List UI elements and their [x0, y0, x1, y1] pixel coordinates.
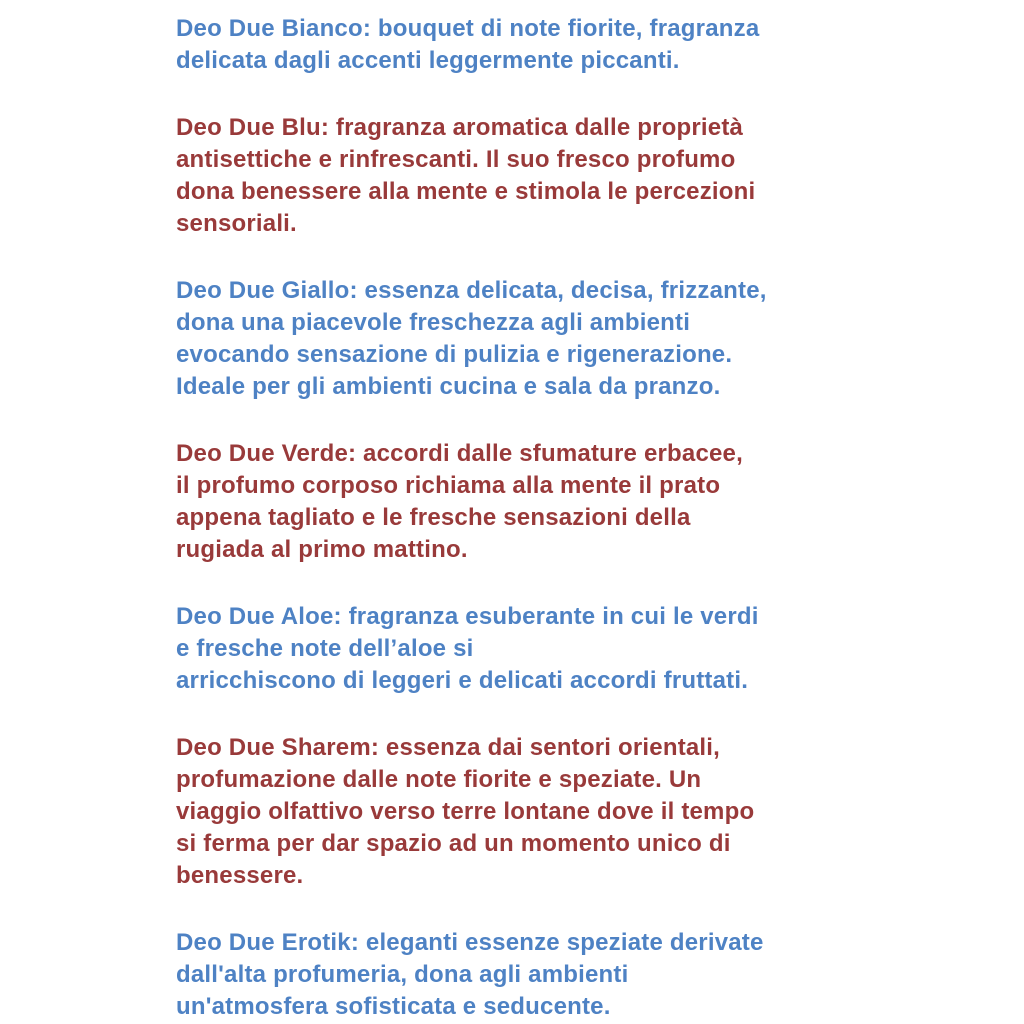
text-line: Deo Due Aloe: fragranza esuberante in cui le verdi	[176, 603, 759, 630]
text-line: un'atmosfera sofisticata e seducente.	[176, 993, 611, 1020]
text-line: delicata dagli accenti leggermente piccanti.	[176, 47, 680, 74]
text-line: appena tagliato e le fresche sensazioni della	[176, 504, 691, 531]
text-line: il profumo corposo richiama alla mente il prato	[176, 472, 721, 499]
paragraph-deo-due-aloe	[176, 601, 1024, 697]
text-line: Deo Due Bianco: bouquet di note fiorite, fragranza	[176, 15, 760, 42]
paragraph-deo-due-blu	[176, 112, 1024, 240]
paragraph-deo-due-erotik	[176, 927, 1024, 1023]
text-line: Deo Due Blu: fragranza aromatica dalle proprietà	[176, 114, 744, 141]
text-line: antisettiche e rinfrescanti. Il suo fresco profumo	[176, 146, 736, 173]
text-line: profumazione dalle note fiorite e speziate. Un	[176, 766, 702, 793]
text-line: Ideale per gli ambienti cucina e sala da pranzo.	[176, 373, 721, 400]
text-line: Deo Due Verde: accordi dalle sfumature erbacee,	[176, 440, 743, 467]
text-line: dona una piacevole freschezza agli ambienti	[176, 309, 691, 336]
text-line: Deo Due Giallo: essenza delicata, decisa, frizzante,	[176, 277, 767, 304]
paragraph-deo-due-bianco	[176, 13, 1024, 77]
text-line: si ferma per dar spazio ad un momento unico di	[176, 830, 731, 857]
text-line: Deo Due Erotik: eleganti essenze speziate derivate	[176, 929, 764, 956]
text-line: dona benessere alla mente e stimola le percezioni	[176, 178, 756, 205]
text-line: evocando sensazione di pulizia e rigenerazione.	[176, 341, 733, 368]
paragraph-deo-due-giallo	[176, 275, 1024, 403]
text-line: benessere.	[176, 862, 304, 889]
paragraph-deo-due-sharem	[176, 732, 1024, 892]
paragraph-deo-due-verde	[176, 438, 1024, 566]
text-line: sensoriali.	[176, 210, 297, 237]
text-line: e fresche note dell’aloe si	[176, 635, 474, 662]
text-line: Deo Due Sharem: essenza dai sentori orientali,	[176, 734, 721, 761]
text-line: viaggio olfattivo verso terre lontane dove il tempo	[176, 798, 755, 825]
text-line: rugiada al primo mattino.	[176, 536, 468, 563]
text-line: arricchiscono di leggeri e delicati accordi fruttati.	[176, 667, 749, 694]
text-line: dall'alta profumeria, dona agli ambienti	[176, 961, 629, 988]
